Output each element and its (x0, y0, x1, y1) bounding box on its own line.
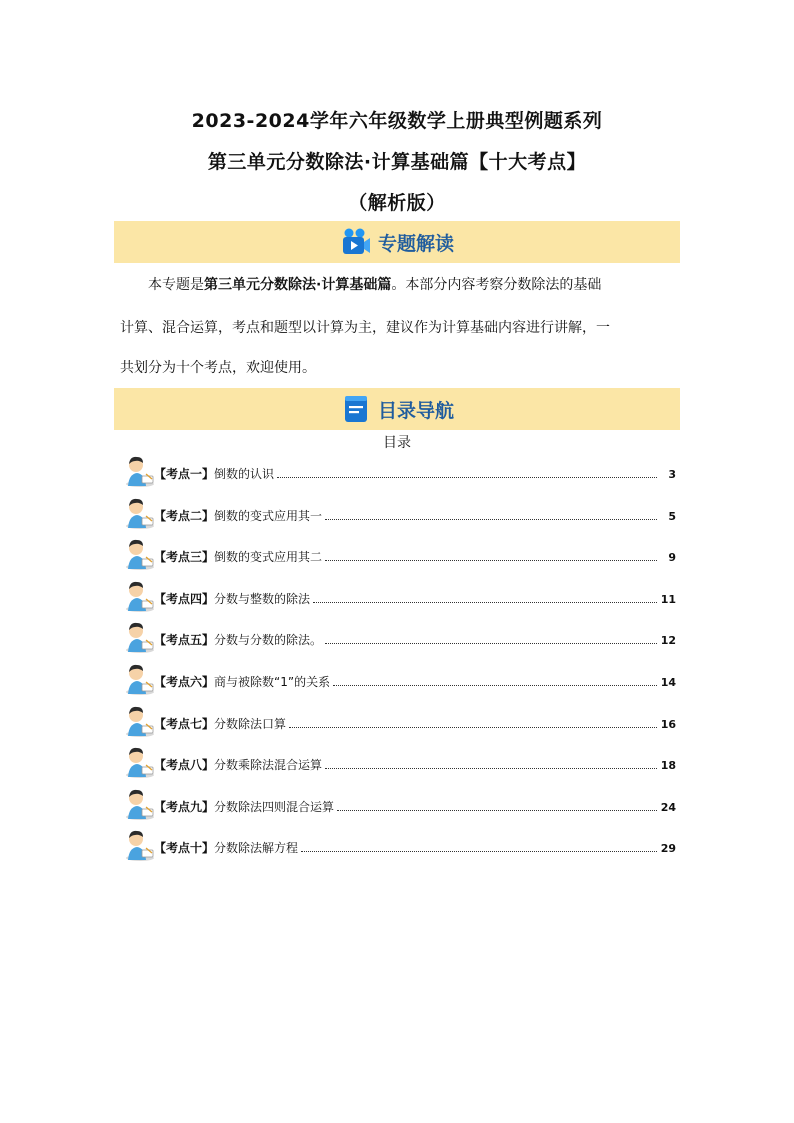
student-avatar-icon (120, 743, 156, 779)
toc-item[interactable] (120, 618, 676, 654)
toc-item[interactable] (120, 826, 676, 862)
student-avatar-icon (120, 494, 156, 530)
toc-item-tag: 【考点十】 (154, 841, 215, 856)
document-title-line3: （解析版） (348, 192, 446, 214)
student-avatar-icon (120, 826, 156, 862)
student-avatar-icon (120, 535, 156, 571)
toc-item[interactable] (120, 785, 676, 821)
toc-item-page: 24 (660, 800, 676, 814)
section-band-intro (114, 221, 680, 263)
student-avatar-icon (120, 452, 156, 488)
toc-item-label (154, 592, 310, 613)
toc-item-tag: 【考点一】 (154, 467, 215, 481)
toc-leader-dots (325, 768, 657, 769)
toc-leader-dots (325, 560, 657, 561)
toc-item-page: 3 (668, 468, 676, 481)
toc-item-tag: 【考点三】 (154, 550, 215, 565)
section-band-toc (114, 388, 680, 430)
toc-item-label (154, 467, 274, 488)
toc-item-label (154, 633, 322, 654)
toc-item-title: 分数除法四则混合运算 (214, 799, 335, 814)
student-avatar-icon (120, 618, 156, 654)
toc-item-title: 倒数的认识 (214, 467, 275, 481)
toc-item[interactable] (120, 743, 676, 779)
toc-item-label (154, 509, 322, 530)
toc-item-tag: 【考点五】 (154, 633, 215, 648)
section-heading-intro: 专题解读 (377, 232, 454, 255)
toc-item-tag: 【考点六】 (154, 675, 215, 689)
toc-leader-dots (325, 643, 657, 644)
toc-item-label (154, 841, 298, 862)
intro-text: 本专题是 (148, 277, 204, 293)
toc-leader-dots (289, 727, 657, 728)
toc-label: 目录 (383, 435, 411, 451)
intro-paragraph-line1 (120, 275, 676, 295)
intro-bold-text: 第三单元分数除法·计算基础篇 (204, 277, 392, 293)
toc-item-page: 29 (660, 842, 676, 856)
toc-item-tag: 【考点七】 (154, 716, 215, 731)
toc-item-label (154, 717, 286, 738)
book-icon (340, 393, 372, 425)
student-avatar-icon (120, 660, 156, 696)
toc-item-page: 12 (660, 634, 676, 648)
toc-item-page: 18 (660, 759, 676, 773)
toc-item-tag: 【考点九】 (154, 799, 215, 814)
toc-leader-dots (277, 477, 657, 478)
toc-item[interactable] (120, 660, 676, 696)
toc-item[interactable] (120, 577, 676, 613)
section-heading-toc: 目录导航 (377, 399, 454, 422)
toc-item-page: 9 (668, 551, 676, 565)
toc-item-label (154, 550, 322, 571)
document-title-line1: 2023-2024学年六年级数学上册典型例题系列 (191, 110, 603, 132)
toc-item-title: 倒数的变式应用其一 (214, 508, 323, 523)
toc-item-page: 5 (668, 509, 676, 523)
toc-item-label (154, 758, 322, 779)
toc-leader-dots (337, 810, 657, 811)
toc-item[interactable] (120, 452, 676, 488)
intro-paragraph-line3: 共划分为十个考点，欢迎使用。 (120, 360, 316, 376)
toc-item[interactable] (120, 535, 676, 571)
toc-item[interactable] (120, 494, 676, 530)
toc-item-page: 11 (660, 592, 676, 606)
toc-item-label (154, 675, 330, 696)
intro-text: 。本部分内容考察分数除法的基础 (391, 277, 602, 293)
toc-item-page: 16 (660, 717, 676, 731)
document-title-line2: 第三单元分数除法·计算基础篇【十大考点】 (207, 151, 587, 173)
toc-leader-dots (301, 851, 657, 852)
student-avatar-icon (120, 577, 156, 613)
student-avatar-icon (120, 785, 156, 821)
toc-item-title: 分数与整数的除法 (214, 591, 311, 606)
toc-item-title: 商与被除数“1”的关系 (214, 675, 331, 689)
toc-item-title: 分数除法解方程 (214, 841, 299, 856)
toc-leader-dots (325, 519, 657, 520)
toc-item[interactable] (120, 702, 676, 738)
toc-leader-dots (333, 685, 657, 686)
toc-item-title: 分数乘除法混合运算 (214, 758, 323, 773)
toc-item-title: 分数除法口算 (214, 716, 287, 731)
toc-item-tag: 【考点四】 (154, 591, 215, 606)
toc-leader-dots (313, 602, 657, 603)
toc-item-label (154, 800, 334, 821)
toc-item-title: 分数与分数的除法。 (214, 633, 323, 648)
toc-item-tag: 【考点八】 (154, 758, 215, 773)
toc-item-tag: 【考点二】 (154, 508, 215, 523)
video-camera-icon (340, 226, 372, 258)
toc-item-page: 14 (660, 676, 676, 689)
intro-paragraph-line2: 计算、混合运算，考点和题型以计算为主，建议作为计算基础内容进行讲解，一 (120, 320, 610, 336)
student-avatar-icon (120, 702, 156, 738)
toc-item-title: 倒数的变式应用其二 (214, 550, 323, 565)
